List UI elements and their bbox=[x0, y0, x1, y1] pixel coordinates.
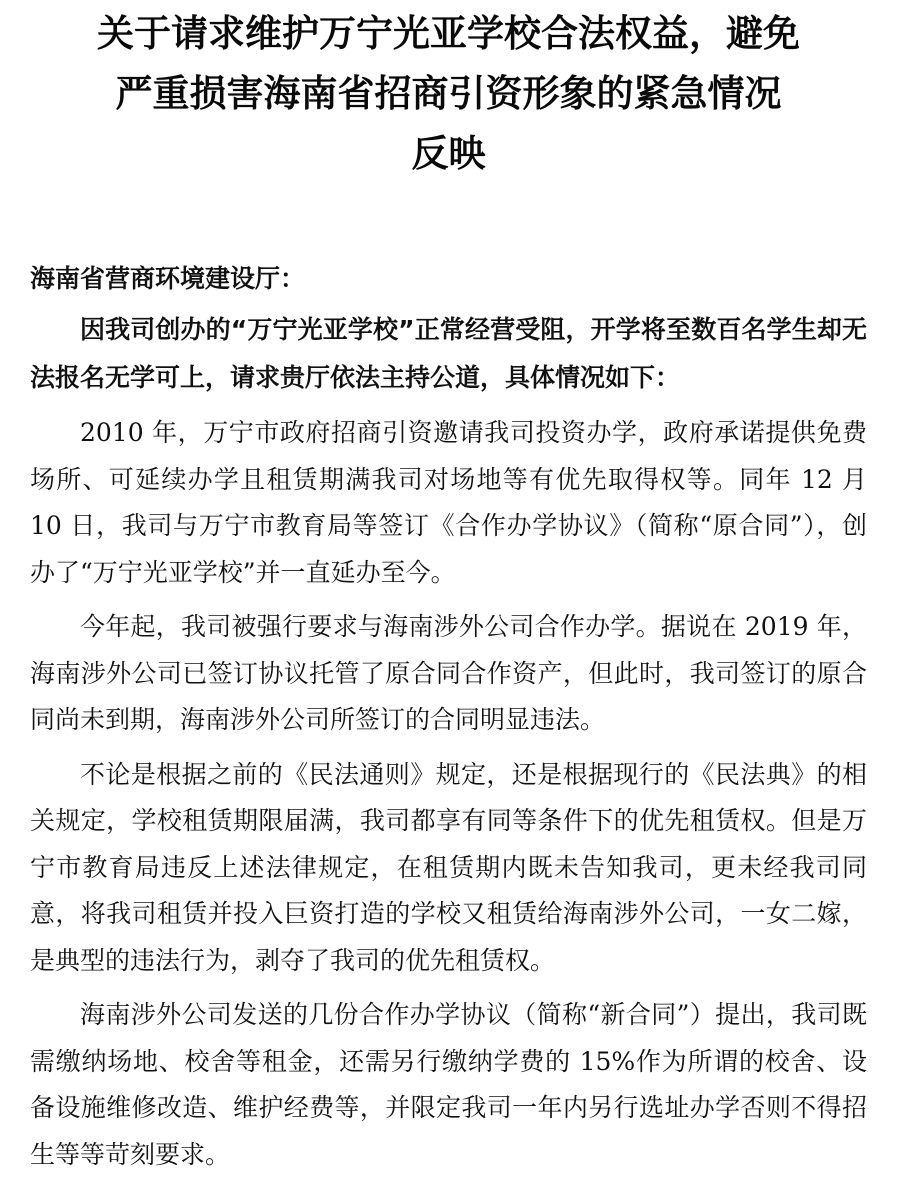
paragraph-background: 2010 年，万宁市政府招商引资邀请我司投资办学，政府承诺提供免费场所、可延续办学且租赁期满我司对场地等有优先取得权等。同年 12 月 10 日，我司与万宁市教育局等签订《合作办学协议》（简称“原合同”），创办了“万宁光亚学校”并一直延办至今。 bbox=[30, 418, 867, 587]
title-line: 反映 bbox=[411, 132, 486, 175]
recipient-salutation: 海南省营商环境建设厅： bbox=[30, 264, 306, 293]
paragraph-legal-basis: 不论是根据之前的《民法通则》规定，还是根据现行的《民法典》的相关规定，学校租赁期限届满，我司都享有同等条件下的优先租赁权。但是万宁市教育局违反上述法律规定，在租赁期内既未告知我司，更未经我司同意，将我司租赁并投入巨资打造的学校又租赁给海南涉外公司，一女二嫁，是典型的违法行为，剥夺了我司的优先租赁权。 bbox=[30, 759, 867, 975]
paragraph-new-contract: 海南涉外公司发送的几份合作办学协议（简称“新合同”）提出，我司既需缴纳场地、校舍等租金，还需另行缴纳学费的 15%作为所谓的校舍、设备设施维修改造、维护经费等，并限定我司一年内另行选址办学否则不得招生等等苛刻要求。 bbox=[30, 1000, 867, 1169]
document-title bbox=[30, 4, 867, 184]
paragraph-cooperation: 今年起，我司被强行要求与海南涉外公司合作办学。据说在 2019 年，海南涉外公司已签订协议托管了原合同合作资产，但此时，我司签订的原合同尚未到期，海南涉外公司所签订的合同明显违法。 bbox=[30, 612, 867, 734]
title-line: 关于请求维护万宁光亚学校合法权益，避免 bbox=[97, 12, 800, 55]
title-line: 严重损害海南省招商引资形象的紧急情况 bbox=[115, 72, 782, 115]
paragraph-intro: 因我司创办的“万宁光亚学校”正常经营受阻，开学将至数百名学生却无法报名无学可上，请求贵厅依法主持公道，具体情况如下： bbox=[30, 315, 867, 392]
